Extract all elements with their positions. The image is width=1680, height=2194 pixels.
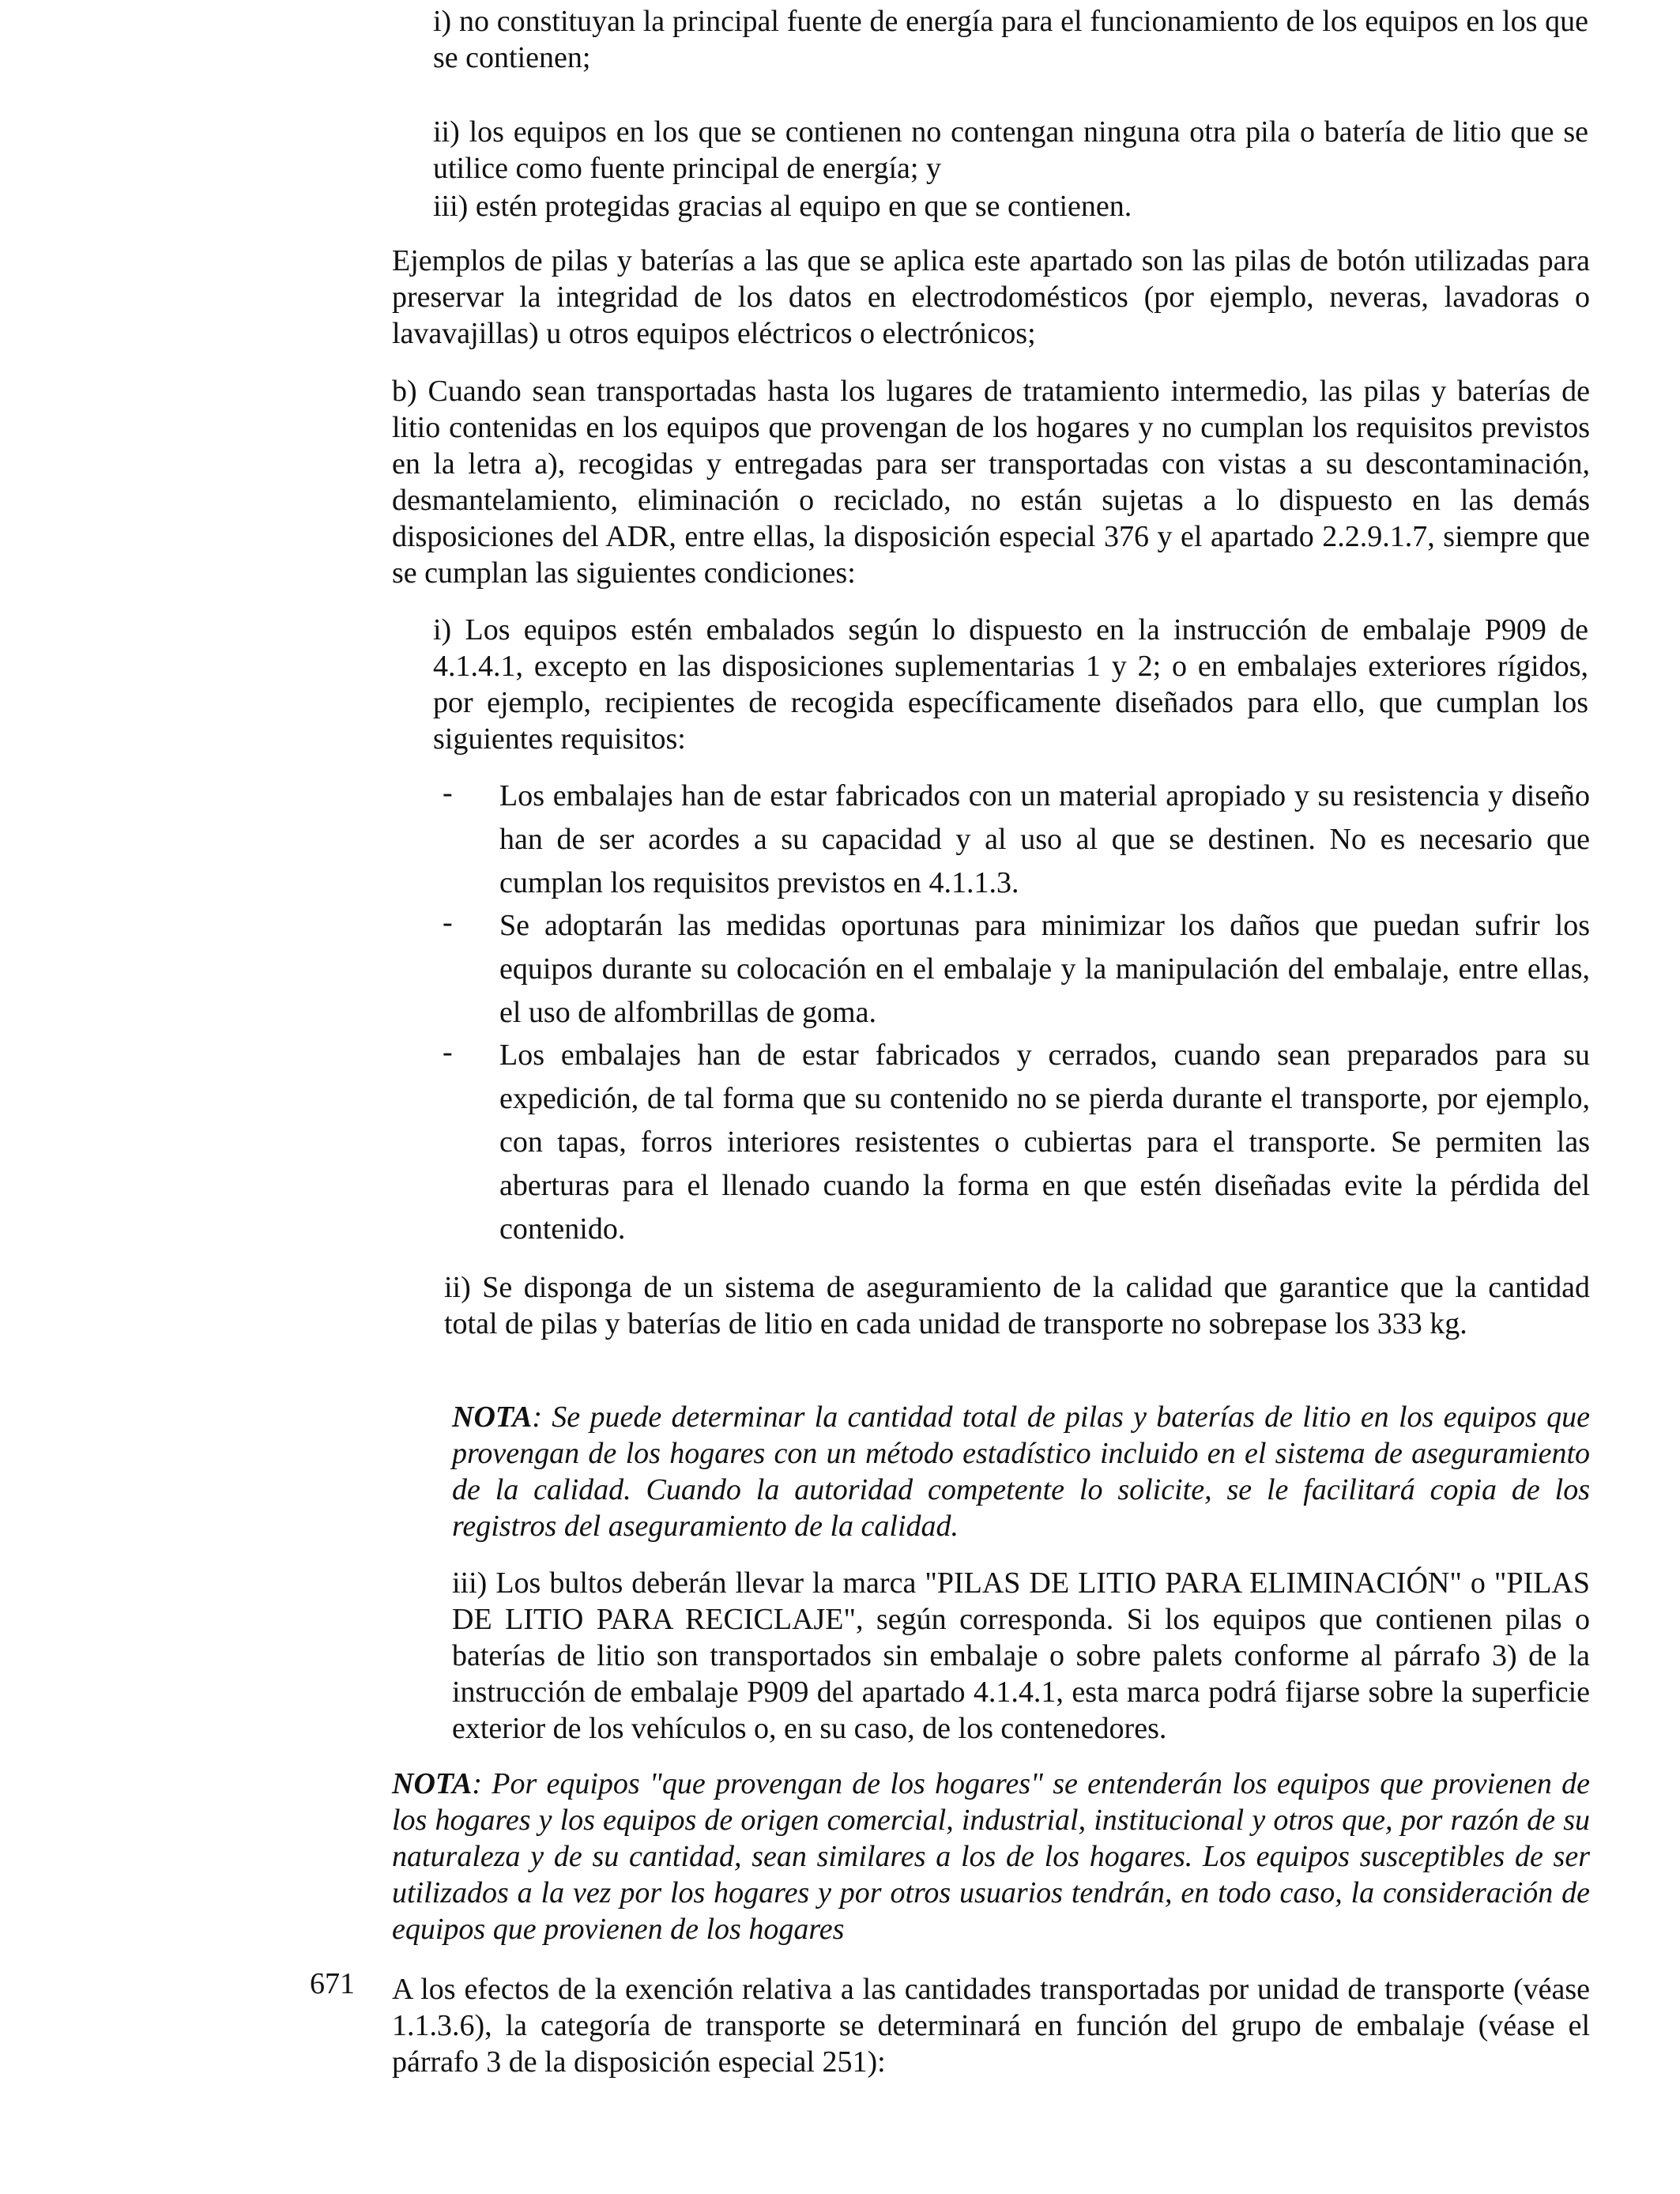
top-list-item-ii: ii) los equipos en los que se contienen no contengan ninguna otra pila o batería de litio que se utilice como fuente principal de energía; y (433, 115, 1588, 185)
condition-ii: ii) Se disponga de un sistema de aseguramiento de la calidad que garantice que la cantidad total de pilas y baterías de litio en cada unidad de transporte no sobrepase los 333 kg. (444, 1271, 1590, 1340)
top-list-item-i: i) no constituyan la principal fuente de energía para el funcionamiento de los equipos en los que se contienen; (433, 5, 1588, 74)
dash-marker: - (443, 906, 453, 939)
note-2-text: : Por equipos "que provengan de los hogares" se entenderán los equipos que provienen de los hogares y los equipos de origen comercial, industrial, institucional y otros que, por razón de su naturaleza y de su cantidad, sean similares a los de los hogares. Los equipos susceptibles de ser utilizados a la vez por los hogares y por otros usuarios tendrán, en todo caso, la consideración de equipos que provienen de los hogares (392, 1767, 1590, 1946)
dash-item-text: Los embalajes han de estar fabricados con un material apropiado y su resistencia y diseño han de ser acordes a su capacidad y al uso al que se destinen. No es necesario que cumplan los requisitos previstos en 4.1.1.3. (499, 779, 1590, 899)
paragraph-b: b) Cuando sean transportadas hasta los lugares de tratamiento intermedio, las pilas y baterías de litio contenidas en los equipos que provengan de los hogares y no cumplan los requisitos previstos en la letra a), recogidas y entregadas para ser transportadas con vistas a su descontaminación, desmantelamiento, eliminación o reciclado, no están sujetas a lo dispuesto en las demás disposiciones del ADR, entre ellas, la disposición especial 376 y el apartado 2.2.9.1.7, siempre que se cumplan las siguientes condiciones: (392, 375, 1590, 590)
note-1-text: : Se puede determinar la cantidad total de pilas y baterías de litio en los equipos que provengan de los hogares con un método estadístico incluido en el sistema de aseguramiento de la calidad. Cuando la autoridad competente lo solicite, se le facilitará copia de los registros del aseguramiento de la calidad. (452, 1400, 1590, 1543)
top-list-item-iii: iii) estén protegidas gracias al equipo en que se contienen. (433, 190, 1132, 223)
dash-item-text: Los embalajes han de estar fabricados y cerrados, cuando sean preparados para su expedición, de tal forma que su contenido no se pierda durante el transporte, por ejemplo, con tapas, forros interiores resistentes o cubiertas para el transporte. Se permiten las aberturas para el llenado cuando la forma en que estén diseñadas evite la pérdida del contenido. (499, 1039, 1590, 1246)
provision-text: A los efectos de la exención relativa a las cantidades transportadas por unidad de transporte (véase 1.1.3.6), la categoría de transporte se determinará en función del grupo de embalaje (véase el párrafo 3 de la disposición especial 251): (392, 1973, 1590, 2079)
dash-marker: - (443, 776, 453, 809)
provision-number: 671 (310, 1967, 355, 2000)
examples-paragraph: Ejemplos de pilas y baterías a las que se aplica este apartado son las pilas de botón utilizadas para preservar la integridad de los datos en electrodomésticos (por ejemplo, neveras, lavadoras o lavavajillas) u otros equipos eléctricos o electrónicos; (392, 244, 1590, 350)
dash-marker: - (443, 1035, 453, 1069)
note-2 (392, 1766, 1590, 1947)
note-1-label: NOTA (452, 1400, 533, 1434)
condition-i: i) Los equipos estén embalados según lo dispuesto en la instrucción de embalaje P909 de 4.1.4.1, excepto en las disposiciones suplementarias 1 y 2; o en embalajes exteriores rígidos, por ejemplo, recipientes de recogida específicamente diseñados para ello, que cumplan los siguientes requisitos: (433, 613, 1588, 756)
condition-iii: iii) Los bultos deberán llevar la marca "PILAS DE LITIO PARA ELIMINACIÓN" o "PILAS DE LITIO PARA RECICLAJE", según corresponda. Si los equipos que contienen pilas o baterías de litio son transportados sin embalaje o sobre palets conforme al párrafo 3) de la instrucción de embalaje P909 del apartado 4.1.4.1, esta marca podrá fijarse sobre la superficie exterior de los vehículos o, en su caso, de los contenedores. (452, 1566, 1590, 1745)
note-2-label: NOTA (392, 1767, 473, 1800)
note-1 (452, 1399, 1590, 1544)
dash-item-text: Se adoptarán las medidas oportunas para minimizar los daños que puedan sufrir los equipos durante su colocación en el embalaje y la manipulación del embalaje, entre ellas, el uso de alfombrillas de goma. (499, 909, 1590, 1029)
